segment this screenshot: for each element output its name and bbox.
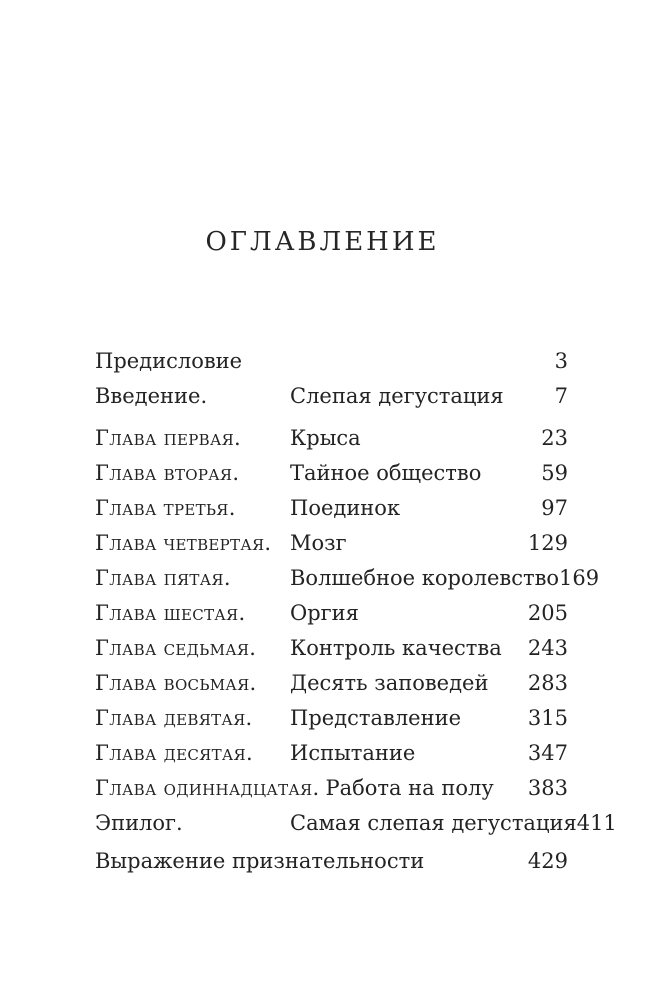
toc-row-chapter-8 [95,666,568,701]
toc-entry-page: 411 [576,811,617,835]
toc-entry-title: Слепая дегустация [290,384,504,408]
toc-entry-label: Эпилог. [95,811,183,835]
toc-row-chapter-2 [95,456,568,491]
toc-entry-title: Испытание [290,741,416,765]
toc-entry-title: Тайное общество [290,461,482,485]
toc-row-acknowledgements [95,844,568,879]
page-title: ОГЛАВЛЕНИЕ [205,227,440,257]
toc-row-chapter-9 [95,701,568,736]
toc-entry-page: 169 [559,566,600,590]
toc-entry-label: Глава четвертая. [95,531,272,555]
toc-entry-label: Глава шестая. [95,601,246,625]
toc-entry-label: Глава девятая. [95,706,253,730]
toc-entry-page: 429 [527,849,568,873]
toc-entry-label: Предисловие [95,349,243,373]
toc-entry-label: Глава одиннадцатая. [95,776,320,800]
toc-row-chapter-10 [95,736,568,771]
toc-entry-label: Глава первая. [95,426,242,450]
toc-entry-title: Представление [290,706,462,730]
toc-entry-page: 97 [541,496,568,520]
toc-entry-label: Введение. [95,384,208,408]
toc-entry-title: Крыса [290,426,361,450]
toc-entry-page: 205 [527,601,568,625]
toc-entry-page: 59 [541,461,568,485]
toc-entry-title: Самая слепая дегустация [290,811,577,835]
toc-row-chapter-5 [95,561,600,596]
toc-entry-page: 3 [554,349,568,373]
toc-row-epilogue [95,806,617,841]
toc-row-chapter-4 [95,526,568,561]
toc-row-chapter-7 [95,631,568,666]
toc-entry-title: Волшебное королевство [290,566,560,590]
toc-entry-page: 243 [527,636,568,660]
toc-row-preface [95,344,568,379]
toc-entry-label: Глава седьмая. [95,636,257,660]
toc-row-chapter-6 [95,596,568,631]
toc-entry-page: 23 [541,426,568,450]
toc-entry-title: Мозг [290,531,347,555]
toc-entry-title: Контроль качества [290,636,502,660]
toc-entry-label: Выражение признательности [95,849,425,873]
table-of-contents [0,344,645,879]
toc-entry-title: Оргия [290,601,359,625]
toc-entry-page: 383 [527,776,568,800]
toc-entry-title: Работа на полу [325,776,494,800]
toc-row-chapter-11 [95,771,568,806]
toc-entry-page: 315 [527,706,568,730]
toc-entry-label: Глава десятая. [95,741,253,765]
toc-entry-label: Глава пятая. [95,566,231,590]
toc-entry-title: Поединок [290,496,401,520]
toc-entry-title: Десять заповедей [290,671,489,695]
toc-entry-label: Глава третья. [95,496,236,520]
toc-entry-page: 347 [527,741,568,765]
toc-entry-page: 129 [527,531,568,555]
toc-entry-page: 283 [527,671,568,695]
toc-row-introduction [95,379,568,414]
toc-entry-label: Глава вторая. [95,461,240,485]
toc-entry-page: 7 [554,384,568,408]
toc-entry-label: Глава восьмая. [95,671,257,695]
toc-row-chapter-1 [95,421,568,456]
toc-row-chapter-3 [95,491,568,526]
